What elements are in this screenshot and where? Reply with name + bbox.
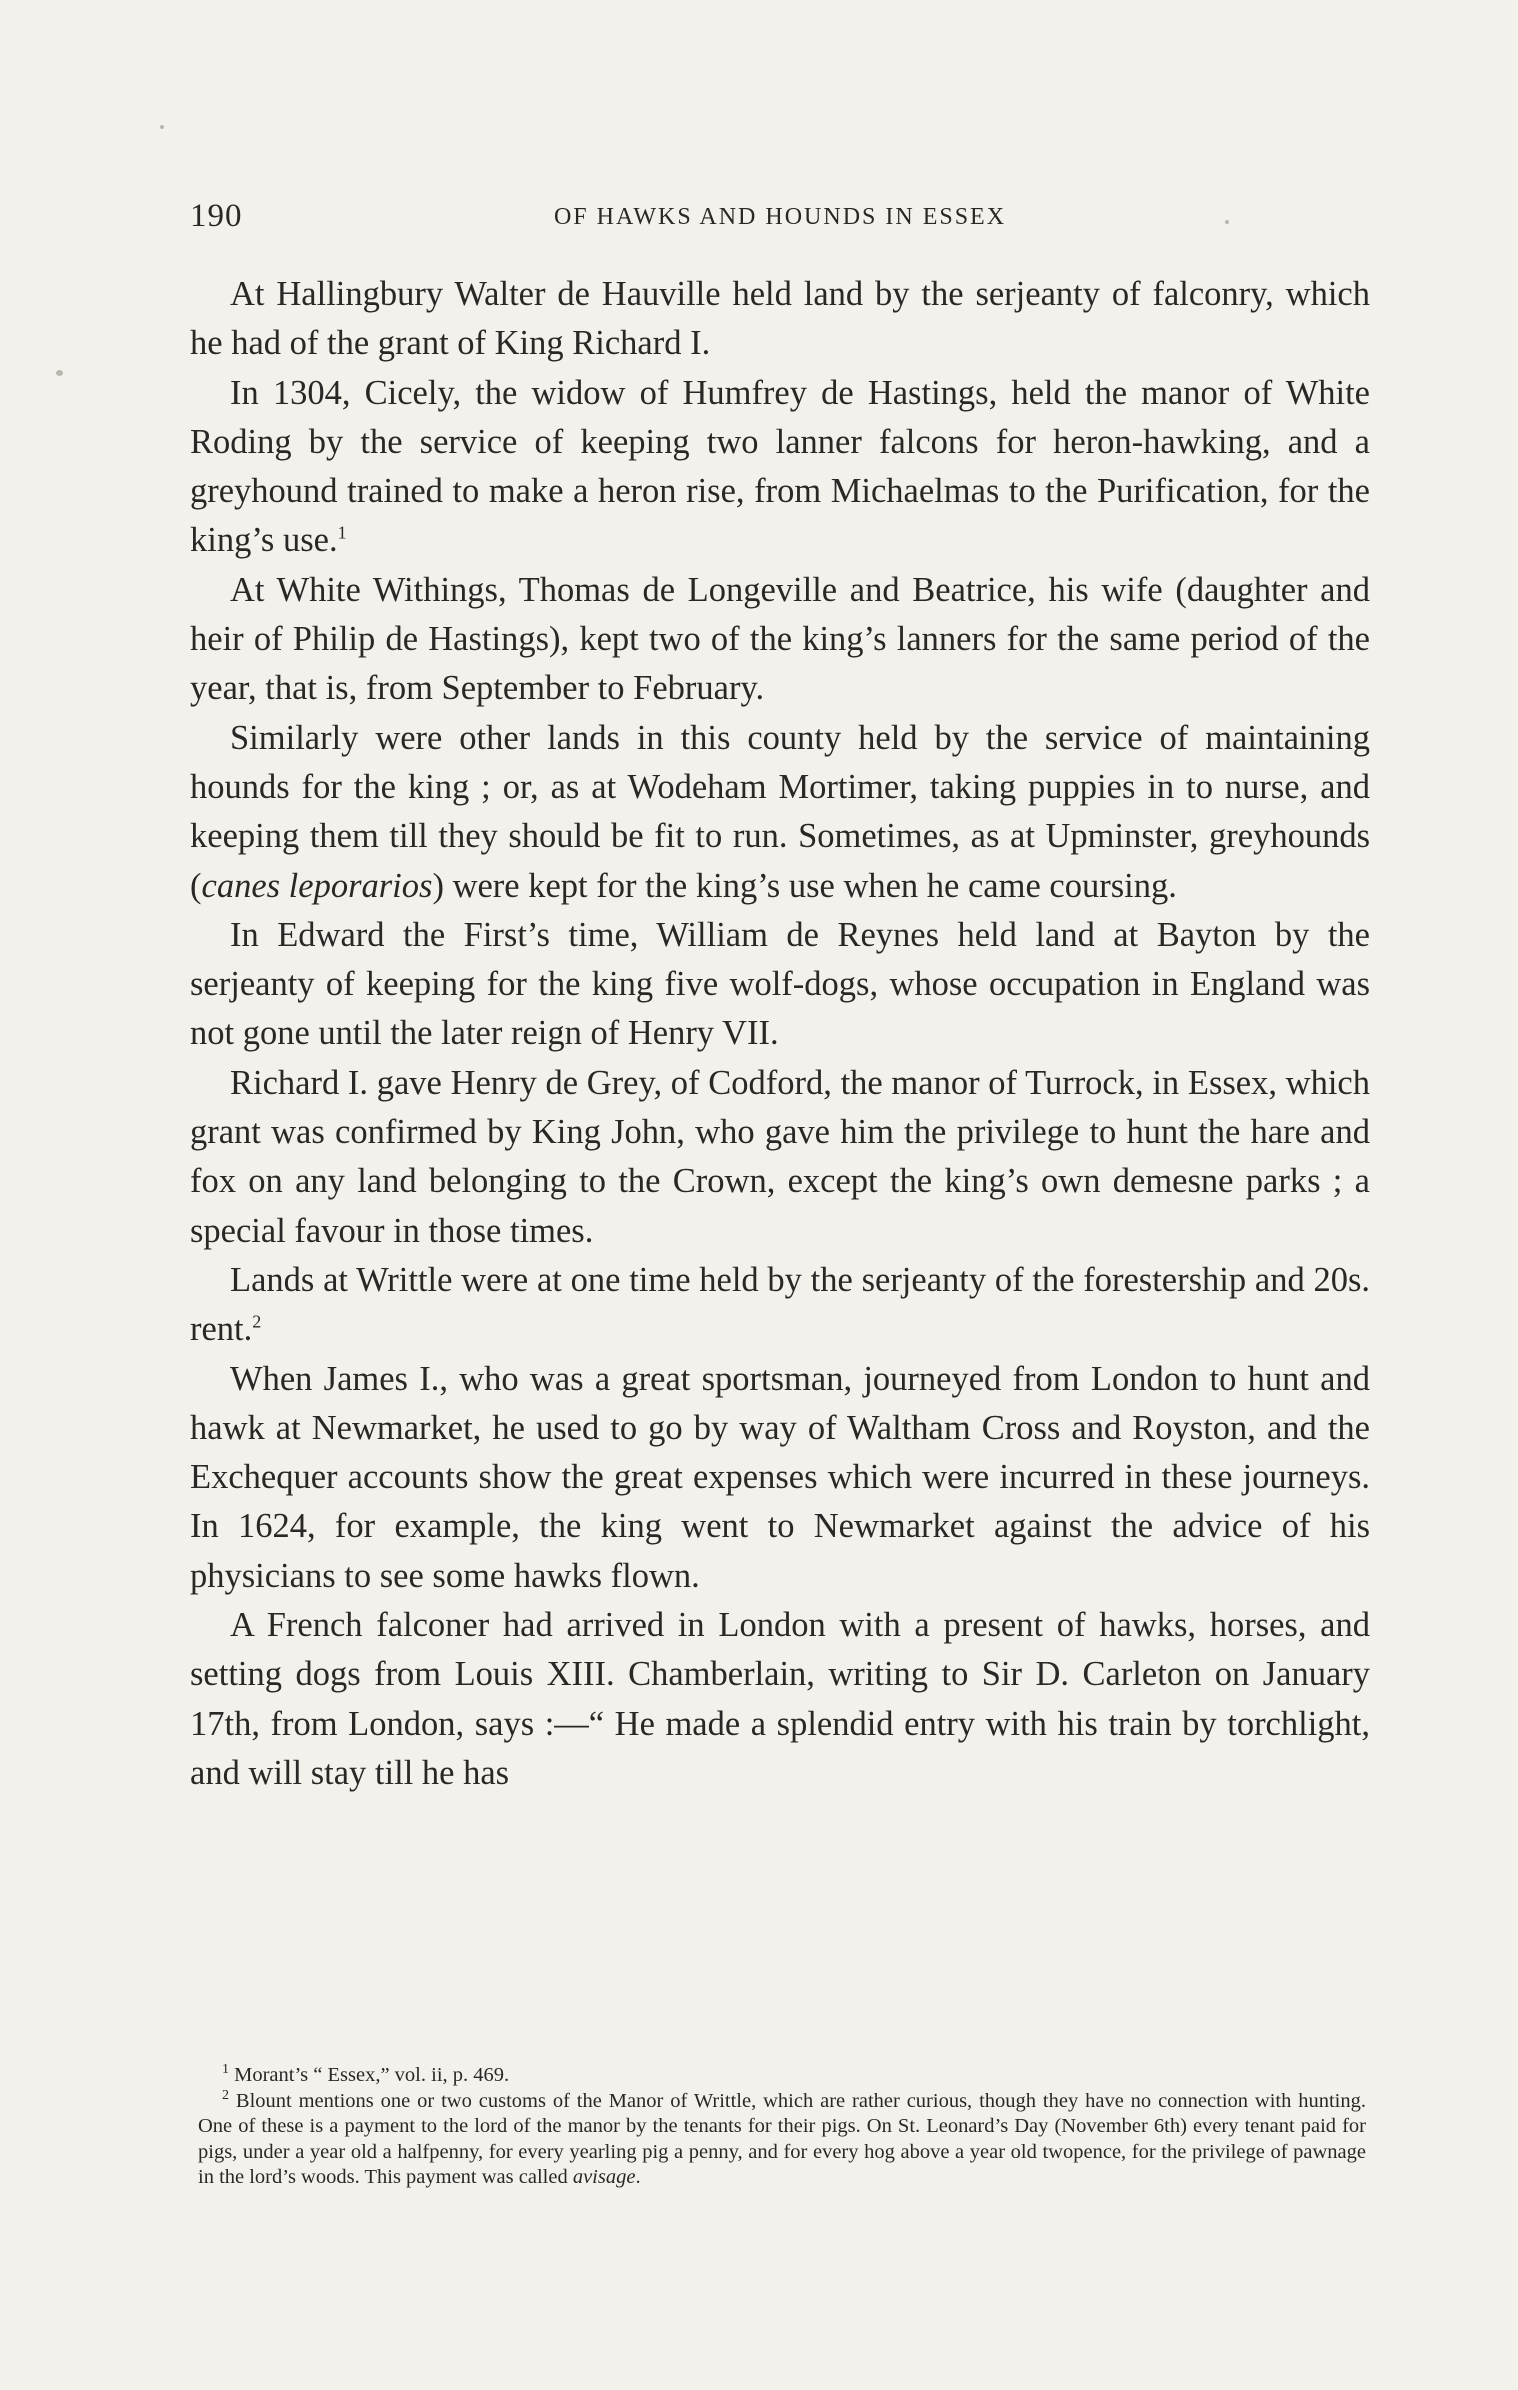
footnote-reference: 1 (337, 522, 347, 543)
footnotes (198, 2063, 1366, 2191)
paragraph (190, 369, 1370, 566)
footnote-reference: 2 (252, 1311, 262, 1332)
paragraph-text: Richard I. gave Henry de Grey, of Codford, the manor of Turrock, in Essex, which grant was confirmed by King John, who gave him the privilege to hunt the hare and fox on any land belonging to the Crown, except the king’s own demesne parks ; a special favour in those times. (190, 1063, 1370, 1250)
paragraph (190, 566, 1370, 714)
footnote-mark: 2 (222, 2087, 229, 2103)
main-text (190, 270, 1370, 1798)
paper-speck (160, 125, 164, 129)
footnote-italic-term: avisage (572, 2166, 636, 2188)
footnote-text: . (635, 2166, 641, 2188)
paragraph-text: Similarly were other lands in this county held by the service of maintaining hounds for the king ; or, as at Wodeham Mortimer, taking puppies in to nurse, and keeping them till they should be fit to run. Sometimes, as at Upminster, greyhounds ( (190, 718, 1370, 905)
footnote-mark: 1 (222, 2062, 229, 2078)
paragraph-text: In Edward the First’s time, William de Reynes held land at Bayton by the serjeanty of keeping for the king five wolf-dogs, whose occupation in England was not gone until the later reign of Henry VII. (190, 915, 1370, 1053)
footnote-text: Blount mentions one or two customs of the Manor of Writtle, which are rather curious, though they have no connection with hunting. One of these is a payment to the lord of the manor by the tenants for their pigs. On St. Leonard’s Day (November 6th) every tenant paid for pigs, under a year old a halfpenny, for every yearling pig a penny, and for every hog above a year old twopence, for the privilege of pawnage in the lord’s woods. This payment was called (198, 2089, 1367, 2188)
paragraph-text: At White Withings, Thomas de Longeville and Beatrice, his wife (daughter and heir of Philip de Hastings), kept two of the king’s lanners for the same period of the year, that is, from September to February. (190, 570, 1370, 708)
paragraph (190, 1355, 1370, 1601)
paragraph (190, 911, 1370, 1059)
latin-phrase: canes leporarios (201, 866, 433, 905)
paragraph (190, 1256, 1370, 1355)
running-head: OF HAWKS AND HOUNDS IN ESSEX (553, 204, 1007, 230)
paragraph-text: A French falconer had arrived in London with a present of hawks, horses, and setting dogs from Louis XIII. Chamberlain, writing to Sir D. Carleton on January 17th, from London, says :—“ He made a splendid entry with his train by torchlight, and will stay till he has (190, 1606, 1370, 1792)
paragraph (190, 714, 1370, 911)
footnote (198, 2063, 1366, 2089)
page-number: 190 (190, 198, 243, 234)
paragraph-text: When James I., who was a great sportsman, journeyed from London to hunt and hawk at Newmarket, he used to go by way of Waltham Cross and Royston, and the Exchequer accounts show the great expenses which were incurred in these journeys. In 1624, for example, the king went to Newmarket against the advice of his physicians to see some hawks flown. (190, 1359, 1370, 1595)
footnote (198, 2089, 1366, 2191)
paragraph-text: Lands at Writtle were at one time held by the serjeanty of the forestership and 20s. rent. (190, 1260, 1370, 1349)
page-header (190, 198, 1370, 248)
paragraph (190, 1601, 1370, 1798)
paragraph (190, 270, 1370, 369)
paragraph-text: At Hallingbury Walter de Hauville held land by the serjeanty of falconry, which he had of the grant of King Richard I. (190, 275, 1370, 363)
paragraph-text: In 1304, Cicely, the widow of Humfrey de Hastings, held the manor of White Roding by the service of keeping two lanner falcons for heron-hawking, and a greyhound trained to make a heron rise, from Michaelmas to the Purification, for the king’s use. (190, 373, 1370, 560)
paper-speck (56, 370, 63, 376)
footnote-text: Morant’s “ Essex,” vol. ii, p. 469. (234, 2064, 510, 2086)
paragraph-text: ) were kept for the king’s use when he came coursing. (432, 866, 1177, 905)
paragraph (190, 1059, 1370, 1256)
